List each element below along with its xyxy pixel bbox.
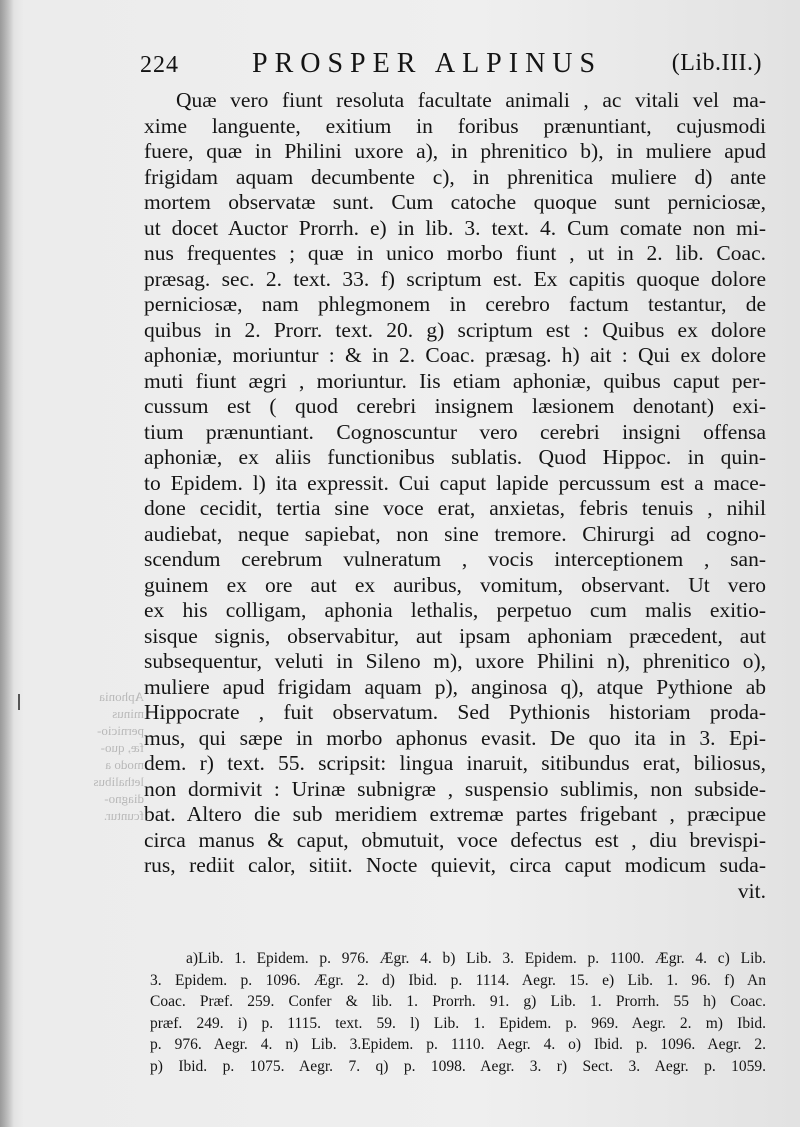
body-line: dem. r) text. 55. scripsit: lingua inaruit, sitibundus erat, biliosus, — [144, 751, 766, 775]
footnote-line: 3. Epidem. p. 1096. Ægr. 2. d) Ibid. p. 1114. Aegr. 15. e) Lib. 1. 96. f) An — [150, 971, 766, 989]
body-text — [144, 88, 766, 904]
bleed-through-line: fæ, quo- — [100, 740, 144, 755]
footnote-line: Coac. Præf. 259. Confer & lib. 1. Prorrh. 91. g) Lib. 1. Prorrh. 55 h) Coac. — [150, 993, 766, 1010]
body-line: to Epidem. l) ita expressit. Cui caput lapide percussum est a mace- — [144, 470, 766, 495]
body-line: circa manus & caput, obmutuit, voce defectus est , diu brevispi- — [144, 827, 766, 852]
bleed-through-line: fcuntur. — [103, 808, 144, 823]
body-line: rus, rediit calor, sitiit. Nocte quievit, circa caput modicum suda- — [144, 853, 766, 877]
body-line: Hippocrate , fuit observatum. Sed Pythionis historiam proda- — [144, 700, 766, 724]
bleed-through-line: minus — [112, 706, 144, 721]
body-line: aphoniæ, ex aliis functionibus sublatis. Quod Hippoc. in quin- — [144, 445, 766, 469]
body-line: mortem observatæ sunt. Cum catoche quoque sunt perniciosæ, — [144, 190, 766, 214]
footnote-line: præf. 249. i) p. 1115. text. 59. l) Lib. 1. Epidem. p. 969. Aegr. 2. m) Ibid. — [150, 1014, 766, 1032]
body-line: muti fiunt ægri , moriuntur. Iis etiam aphoniæ, quibus caput per- — [144, 368, 766, 393]
body-line: mus, qui sæpe in morbo aphonus evasit. De quo ita in 3. Epi- — [144, 725, 766, 750]
footnote-line: p) Ibid. p. 1075. Aegr. 7. q) p. 1098. Aegr. 3. r) Sect. 3. Aegr. p. 1059. — [150, 1057, 766, 1075]
body-line: done cecidit, tertia sine voce erat, anxietas, febris tenuis , nihil — [144, 496, 766, 520]
body-line: vit. — [737, 878, 766, 903]
bleed-through-line: modo a — [105, 757, 144, 772]
margin-mark — [18, 694, 20, 710]
bleed-through-line: Aphonia — [99, 689, 144, 704]
footnotes — [150, 948, 766, 1077]
body-line: audiebat, neque sapiebat, non sine tremore. Chirurgi ad cogno- — [144, 521, 766, 546]
bleed-through-text — [84, 688, 144, 824]
body-line: cussum est ( quod cerebri insignem læsionem denotant) exi- — [144, 394, 766, 418]
body-line: sisque signis, observabitur, aut ipsam aphoniam præcedent, aut — [144, 623, 766, 648]
gutter-shadow — [0, 0, 14, 1127]
bleed-through-line: pernicio- — [97, 723, 144, 738]
body-line: frigidam aquam decumbente c), in phrenitica muliere d) ante — [144, 164, 766, 189]
body-line: subsequentur, veluti in Sileno m), uxore Philini n), phrenitico o), — [144, 649, 766, 673]
body-line: tium prænuntiant. Cognoscuntur vero cerebri insigni offensa — [144, 419, 766, 444]
body-line: quibus in 2. Prorr. text. 20. g) scriptum est : Quibus ex dolore — [144, 317, 766, 342]
body-line: guinem ex ore aut ex auribus, vomitum, observant. Ut vero — [144, 572, 766, 597]
running-title: PROSPER ALPINUS — [252, 48, 603, 79]
body-line: ut docet Auctor Prorrh. e) in lib. 3. text. 4. Cum comate non mi- — [144, 215, 766, 240]
body-line: xime languente, exitium in foribus prænuntiant, cujusmodi — [144, 113, 766, 138]
body-line: muliere apud frigidam aquam p), anginosa q), atque Pythione ab — [144, 674, 766, 699]
body-line: non dormivit : Urinæ subnigræ , suspensio sublimis, non subside- — [144, 776, 766, 801]
body-line: Quæ vero fiunt resoluta facultate animali , ac vitali vel ma- — [176, 88, 766, 112]
bleed-through-line: diagno- — [104, 791, 144, 806]
body-line: aphoniæ, moriuntur : & in 2. Coac. præsag. h) ait : Qui ex dolore — [144, 343, 766, 367]
footnote-line: a)Lib. 1. Epidem. p. 976. Ægr. 4. b) Lib. 3. Epidem. p. 1100. Ægr. 4. c) Lib. — [186, 950, 766, 967]
body-line: bat. Altero die sub meridiem extremæ partes frigebant , præcipue — [144, 802, 766, 826]
body-line: scendum cerebrum vulneratum , vocis interceptionem , san- — [144, 547, 766, 571]
body-line: perniciosæ, nam phlegmonem in cerebro factum testantur, de — [144, 292, 766, 316]
bleed-through-line: lethalibus — [93, 774, 144, 789]
body-line: ex his colligam, aphonia lethalis, perpetuo cum malis exitio- — [144, 598, 766, 622]
body-line: præsag. sec. 2. text. 33. f) scriptum est. Ex capitis quoque dolore — [144, 266, 766, 291]
body-line: fuere, quæ in Philini uxore a), in phrenitico b), in muliere apud — [144, 139, 766, 163]
page-number: 224 — [140, 52, 179, 78]
running-header — [140, 44, 770, 84]
footnote-line: p. 976. Aegr. 4. n) Lib. 3.Epidem. p. 1110. Aegr. 4. o) Ibid. p. 1096. Aegr. 2. — [150, 1036, 766, 1053]
body-line: nus frequentes ; quæ in unico morbo fiunt , ut in 2. lib. Coac. — [144, 241, 766, 265]
book-reference: (Lib.III.) — [671, 50, 762, 76]
